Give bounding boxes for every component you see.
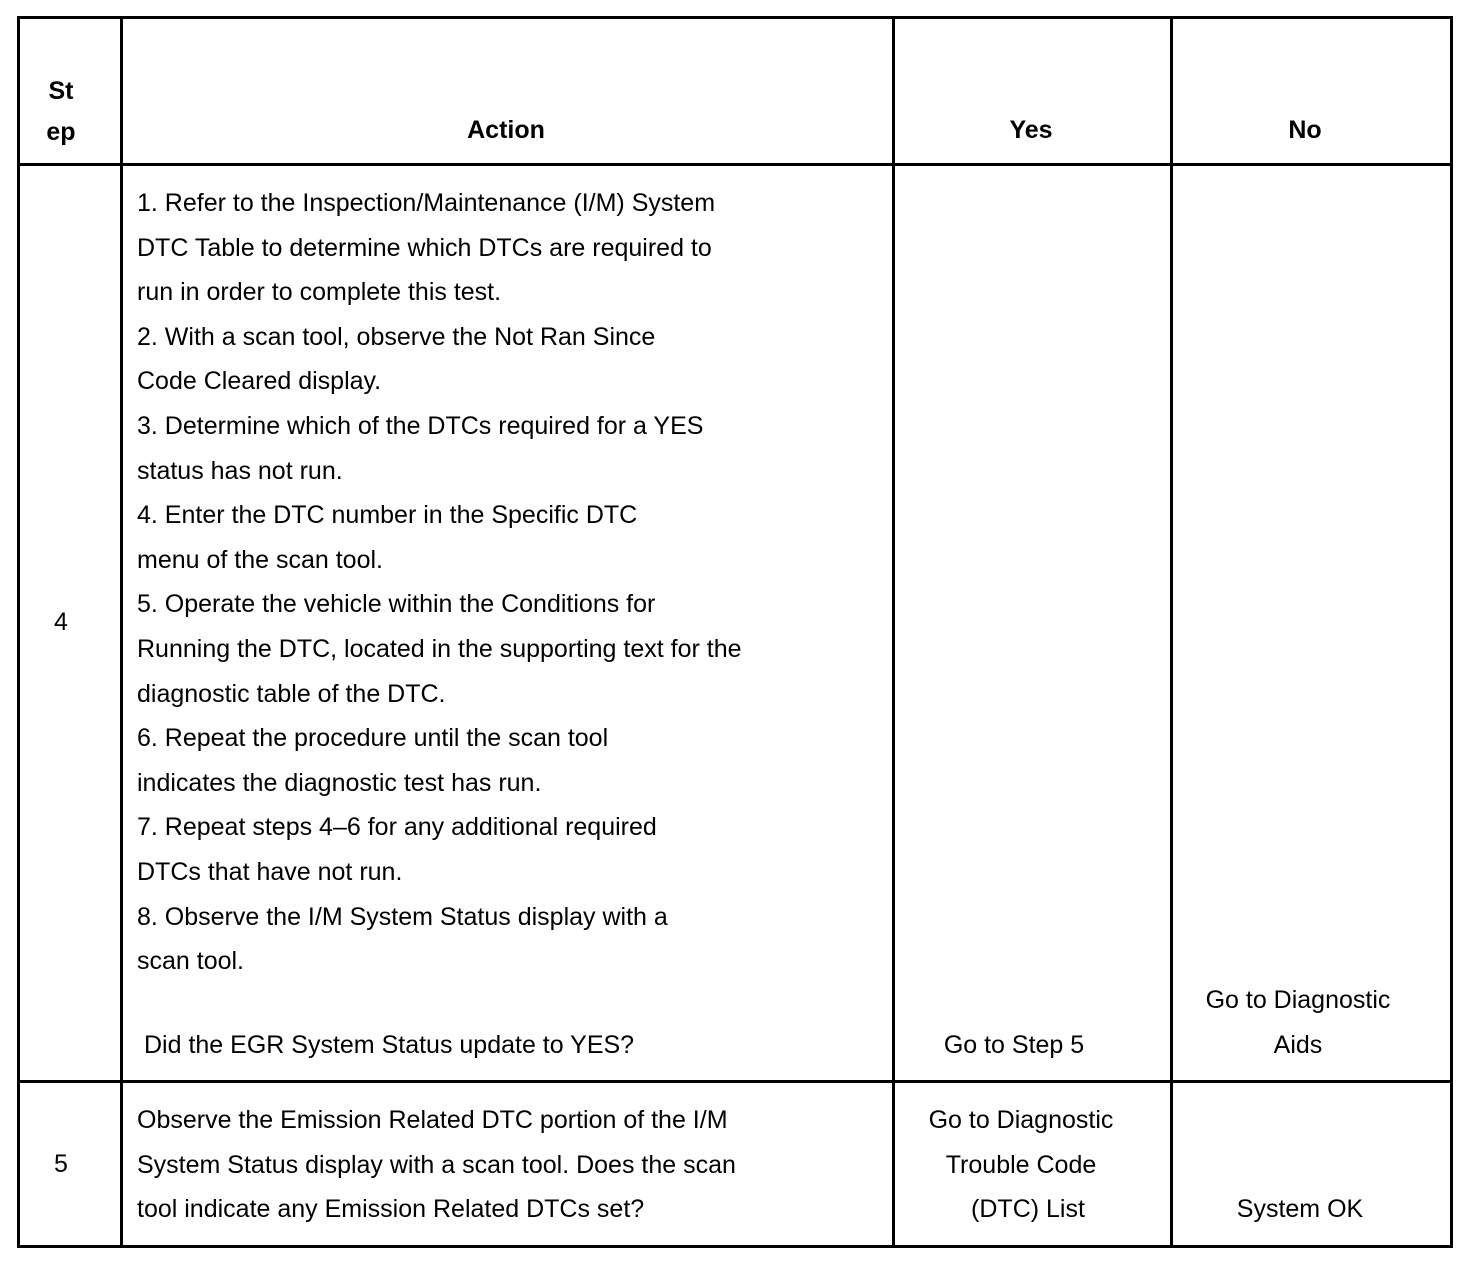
action-question: Did the EGR System Status update to YES? [144,1031,635,1059]
yes-result: Go to Step 5 [943,1031,1085,1059]
no-result: System OK [1236,1195,1364,1223]
header-action: Action [467,116,545,144]
step-number: 4 [54,608,68,636]
yes-result: Go to Diagnostic Trouble Code (DTC) List [928,1106,1114,1224]
step-number: 5 [54,1150,68,1178]
row-divider [20,1080,1450,1083]
header-yes: Yes [1009,116,1053,144]
action-instructions: 1. Refer to the Inspection/Maintenance (I/M) System DTC Table to determine which DTCs are required to run in order to complete this test. 2. With a scan tool, observe the Not Ran Since Code Cleared display. 3. Determine which of the DTCs required for a YES status has not run. 4. Enter the DTC number in the Specific DTC menu of the scan tool. 5. Operate the vehicle within the Conditions for Running the DTC, located in the supporting text for the diagnostic table of the DTC. 6. Repeat the procedure until the scan tool indicates the diagnostic test has run. 7. Repeat steps 4–6 for any additional required DTCs that have not run. 8. Observe the I/M System Status display with a scan tool. [137,189,742,976]
header-step: St ep [46,77,76,146]
column-divider [120,19,123,1245]
header-no: No [1288,116,1322,144]
row-divider [20,163,1450,166]
no-result: Go to Diagnostic Aids [1205,986,1391,1059]
action-instructions: Observe the Emission Related DTC portion of the I/M System Status display with a scan tool. Does the scan tool indicate any Emission Related DTCs set? [137,1106,736,1224]
